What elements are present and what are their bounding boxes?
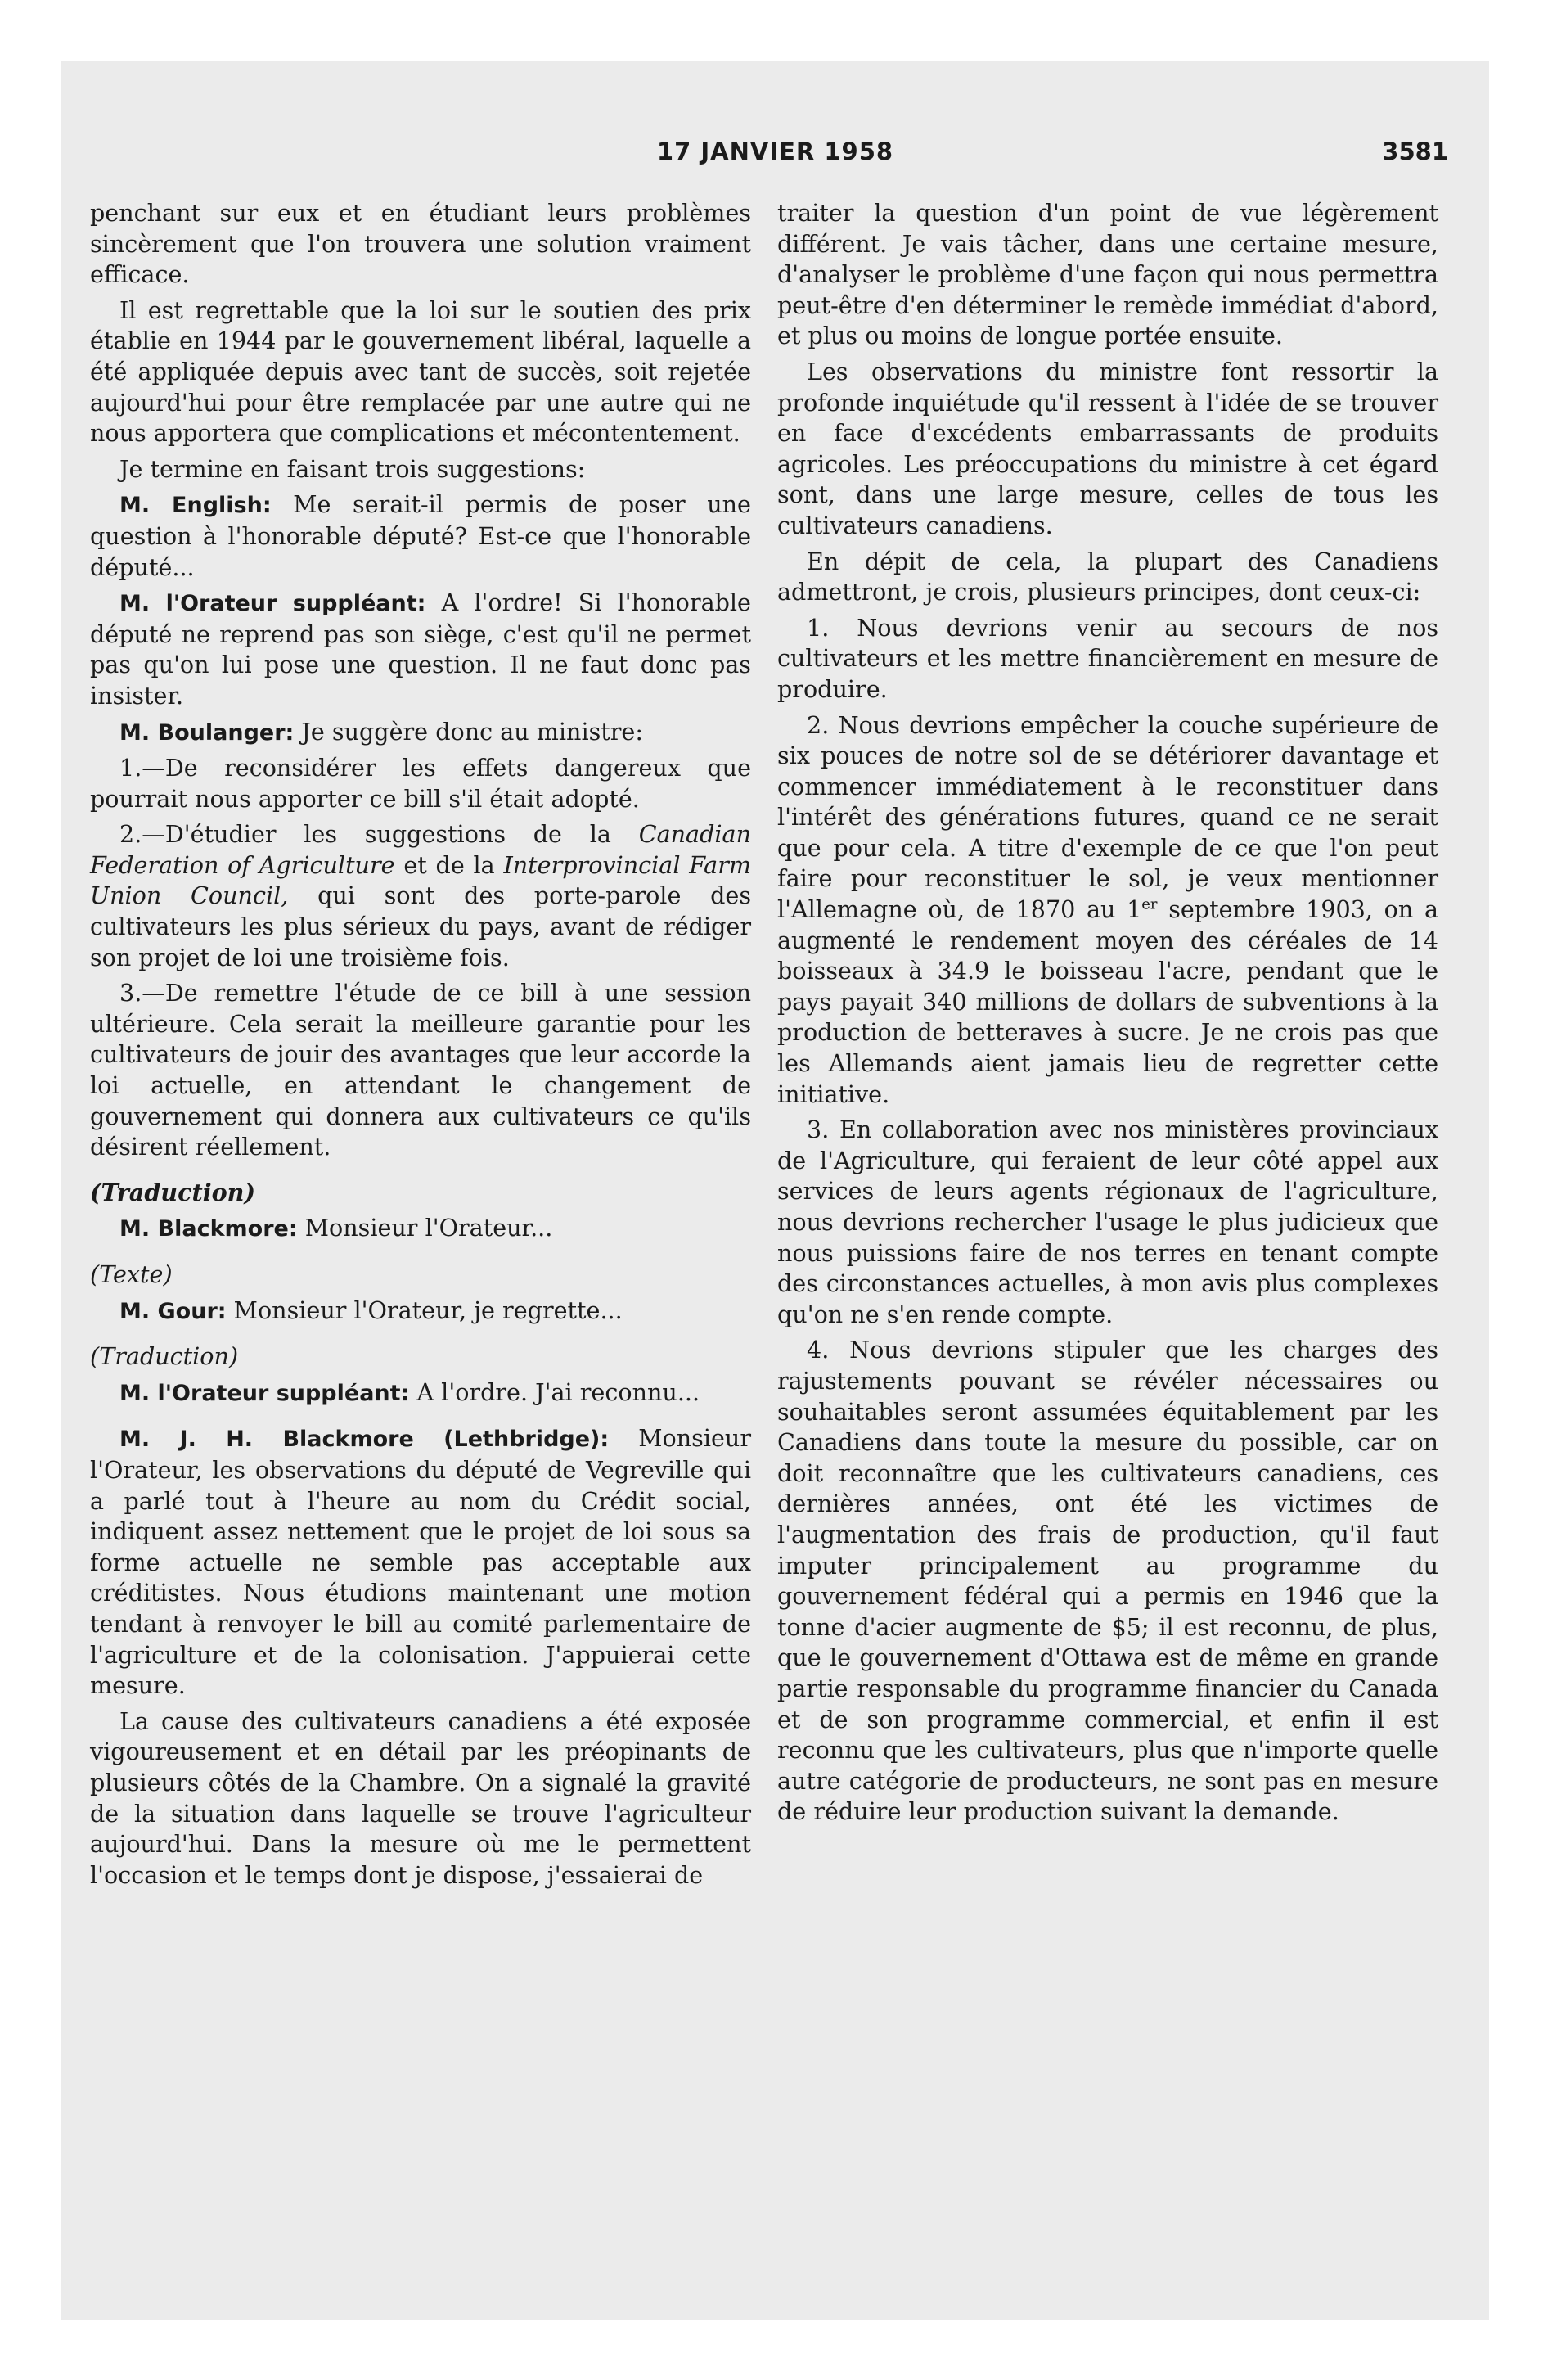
paragraph (90, 1213, 751, 1245)
paragraph: 4. Nous devrions stipuler que les charges des rajustements pouvant se révéler nécessaires ou souhaitables seront assumées équitablement par les Canadiens dans toute la mesure du possible, car on doit reconnaître que les cultivateurs canadiens, ces dernières années, ont été les victimes de l'augmentation des frais de production, qu'il faut imputer principalement au programme du gouvernement fédéral qui a permis en 1946 que la tonne d'acier augmente de $5; il est reconnu, de plus, que le gouvernement d'Ottawa est de même en grande partie responsable du programme financier du Canada et de son programme commercial, et enfin il est reconnu que les cultivateurs, plus que n'importe quelle autre catégorie de producteurs, ne sont pas en mesure de réduire leur production suivant la demande. (777, 1336, 1438, 1826)
paragraph: penchant sur eux et en étudiant leurs problèmes sincèrement que l'on trouvera une solution vraiment efficace. (90, 199, 751, 289)
text-run: qui sont des porte-parole des cultivateurs les plus sérieux du pays, avant de rédiger son projet de loi une troisième fois. (90, 881, 752, 971)
hansard-page (61, 61, 1489, 2320)
speech-text: Me serait-il permis de poser une question à l'honorable député? Est-ce que l'honorable député... (90, 490, 751, 581)
header-date: 17 JANVIER 1958 (656, 137, 894, 165)
paragraph: 3.—De remettre l'étude de ce bill à une session ultérieure. Cela serait la meilleure garantie pour les cultivateurs de jouir des avantages que leur accorde la loi actuelle, en attendant le changement de gouvernement qui donnera aux cultivateurs ce qu'ils désirent réellement. (90, 979, 751, 1161)
section-marker: (Traduction) (90, 1178, 255, 1206)
speaker-name: M. J. H. Blackmore (Lethbridge): (119, 1427, 610, 1453)
section-marker: (Texte) (90, 1260, 173, 1288)
paragraph: Il est regrettable que la loi sur le soutien des prix établie en 1944 par le gouvernement libéral, laquelle a été appliquée depuis avec tant de succès, soit rejetée aujourd'hui pour être remplacée par une autre qui ne nous apportera que complications et mécontentement. (90, 295, 751, 448)
speech-text: A l'ordre! Si l'honorable député ne reprend pas son siège, c'est qu'il ne permet pas qu'on lui pose une question. Il ne faut donc pas insister. (90, 588, 751, 710)
paragraph: Je termine en faisant trois suggestions: (119, 454, 586, 483)
paragraph (90, 717, 751, 749)
speech-text: Monsieur l'Orateur... (297, 1214, 553, 1242)
section-marker: (Traduction) (90, 1342, 239, 1371)
speech-text: Monsieur l'Orateur, je regrette... (226, 1296, 623, 1324)
paragraph: 1.—De reconsidérer les effets dangereux que pourrait nous apporter ce bill s'il était adopté. (90, 754, 751, 813)
text-run: septembre 1903, on a augmenté le rendement moyen des céréales de 14 boisseaux à 34.9 le boisseau l'acre, pendant que le pays payait 340 millions de dollars de subventions à la production de betteraves à sucre. Je ne crois pas que les Allemands aient jamais lieu de regretter cette initiative. (777, 895, 1438, 1108)
text-run: 2. Nous devrions empêcher la couche supérieure de six pouces de notre sol de se détériorer davantage et commencer immédiatement à le reconstituer dans l'intérêt des générations futures, quand ce ne serait que pour cela. A titre d'exemple de ce que l'on peut faire pour reconstituer le sol, je veux mentionner l'Allemagne où, de 1870 au 1 (777, 710, 1438, 924)
page-number: 3581 (1382, 137, 1448, 165)
paragraph: Les observations du ministre font ressortir la profonde inquiétude qu'il ressent à l'idée de se trouver en face d'excédents embarrassants de produits agricoles. Les préoccupations du ministre à cet égard sont, dans une large mesure, celles de tous les cultivateurs canadiens. (777, 357, 1438, 539)
paragraph: La cause des cultivateurs canadiens a été exposée vigoureusement et en détail par les préopinants de plusieurs côtés de la Chambre. On a signalé la gravité de la situation dans laquelle se trouve l'agriculteur aujourd'hui. Dans la mesure où me le permettent l'occasion et le temps dont je dispose, j'essaierai de (90, 1706, 751, 1889)
page-header (61, 137, 1489, 178)
paragraph: En dépit de cela, la plupart des Canadiens admettront, je crois, plusieurs principes, dont ceux-ci: (777, 547, 1438, 606)
organization-name: Canadian Federation of Agriculture (90, 820, 751, 879)
speech-text: Monsieur l'Orateur, les observations du député de Vegreville qui a parlé tout à l'heure au nom du Crédit social, indiquent assez nettement que le projet de loi sous sa forme actuelle ne semble pas acceptable aux créditistes. Nous étudions maintenant une motion tendant à renvoyer le bill au comité parlementaire de l'agriculture et de la colonisation. J'appuierai cette mesure. (90, 1424, 751, 1700)
paragraph (90, 489, 751, 583)
speaker-name: M. Boulanger: (119, 719, 295, 746)
speaker-name: M. English: (119, 493, 272, 519)
paragraph: 3. En collaboration avec nos ministères provinciaux de l'Agriculture, qui feraient de leur côté appel aux services de leurs agents régionaux de l'agriculture, nous devrions rechercher l'usage le plus judicieux que nous puissions faire de nos terres en tenant compte des circonstances actuelles, à mon avis plus complexes qu'on ne s'en rende compte. (777, 1116, 1438, 1328)
speaker-name: M. Gour: (119, 1298, 227, 1324)
organization-name: Interprovincial Farm Union Council, (90, 850, 751, 910)
right-column (777, 198, 1438, 1832)
text-run: et de la (394, 850, 504, 879)
speaker-name: M. Blackmore: (119, 1216, 298, 1242)
paragraph (90, 588, 751, 711)
speaker-name: M. l'Orateur suppléant: (119, 1380, 410, 1406)
superscript: er (1141, 895, 1158, 913)
speaker-name: M. l'Orateur suppléant: (119, 591, 426, 617)
paragraph: 1. Nous devrions venir au secours de nos cultivateurs et les mettre financièrement en mesure de produire. (777, 613, 1438, 703)
paragraph (90, 1296, 751, 1327)
speech-text: Je suggère donc au ministre: (294, 717, 643, 746)
paragraph (777, 710, 1438, 1111)
paragraph (90, 819, 751, 973)
paragraph (90, 1423, 751, 1701)
text-run: 2.—D'étudier les suggestions de la (119, 820, 639, 849)
speech-text: A l'ordre. J'ai reconnu... (409, 1377, 700, 1406)
paragraph: traiter la question d'un point de vue légèrement différent. Je vais tâcher, dans une certaine mesure, d'analyser le problème d'une façon qui nous permettra peut-être d'en déterminer le remède immédiat d'abord, et plus ou moins de longue portée ensuite. (777, 199, 1438, 350)
left-column (90, 198, 751, 1895)
paragraph (90, 1377, 751, 1409)
